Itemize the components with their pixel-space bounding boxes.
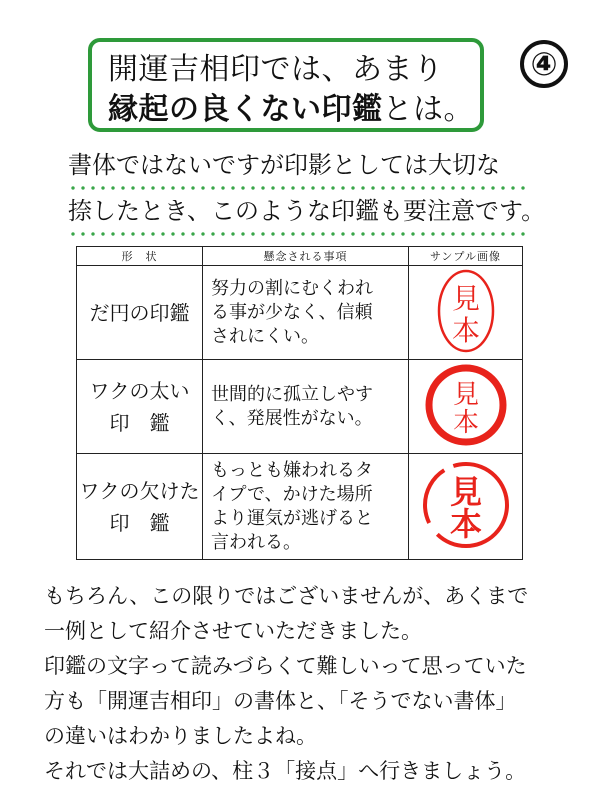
seal-char: 見: [451, 281, 480, 315]
header-concern: 懸念される事項: [203, 247, 409, 266]
title-emphasis: 縁起の良くない印鑑: [108, 92, 383, 127]
concern-line: されにくい。: [211, 325, 319, 347]
concern-line: 努力の割にむくわれ: [211, 277, 373, 299]
sample-image-cell: [409, 454, 523, 560]
concern-cell: [203, 360, 409, 454]
concern-cell: [203, 454, 409, 560]
shape-cell: [77, 360, 203, 454]
body-text-line: の違いはわかりましたよね。: [44, 724, 317, 748]
concern-line: より運気が逃げると: [211, 507, 373, 529]
concern-line: く、発展性がない。: [211, 407, 373, 429]
table-row: [77, 266, 523, 360]
sample-image-cell: [409, 360, 523, 454]
body-text-line: 印鑑の文字って読みづらくて難しいって思っていた: [44, 654, 527, 678]
shape-label: ワクの欠けた: [79, 478, 200, 503]
concern-line: 世間的に孤立しやす: [211, 383, 373, 405]
title-line-1: 開運吉相印では、あまり: [108, 52, 444, 87]
intro-line-1: 書体ではないですが印影としては大切な: [68, 151, 500, 179]
shape-label: 印 鑑: [109, 410, 170, 435]
body-text-line: それでは大詰めの、柱３「接点」へ行きましょう。: [44, 759, 527, 783]
intro-line-2: 捺したとき、このような印鑑も要注意です。: [68, 197, 546, 225]
concern-cell: [203, 266, 409, 360]
section-number: ④: [530, 45, 558, 83]
title-box: [88, 38, 484, 132]
seal-char: 本: [449, 504, 482, 543]
sample-image-cell: [409, 266, 523, 360]
oval-seal-sample-image: [436, 268, 496, 354]
title-line-2-rest: とは。: [382, 92, 474, 127]
seal-char: 見: [449, 472, 482, 511]
concern-line: イプで、かけた場所: [211, 483, 373, 505]
header-sample: サンプル画像: [409, 247, 523, 266]
header-shape: 形 状: [77, 247, 203, 266]
concern-line: もっとも嫌われるタ: [211, 459, 373, 481]
shape-label: だ円の印鑑: [89, 300, 190, 325]
seal-char: 本: [451, 313, 480, 347]
section-number-badge: [520, 40, 568, 88]
concern-line: る事が少なく、信頼: [211, 301, 373, 323]
body-text-line: 一例として紹介させていただきました。: [44, 619, 422, 643]
table-row: [77, 360, 523, 454]
shape-label: 印 鑑: [109, 510, 170, 535]
seal-char: 見: [452, 379, 479, 410]
dotted-divider-1: [68, 186, 528, 190]
shape-cell: [77, 454, 203, 560]
thick-frame-seal-sample-image: [424, 363, 508, 447]
seal-comparison-table: [76, 246, 523, 560]
dotted-divider-2: [68, 232, 528, 236]
shape-label: ワクの太い: [89, 378, 190, 403]
concern-line: 言われる。: [211, 531, 301, 553]
title-line-2: [108, 90, 480, 130]
shape-cell: [77, 266, 203, 360]
table-row: [77, 454, 523, 560]
table-header-row: [77, 247, 523, 266]
body-text-line: 方も「開運吉相印」の書体と、「そうでない書体」: [44, 689, 517, 713]
chipped-frame-seal-sample-image: [420, 459, 512, 551]
body-text-line: もちろん、この限りではございませんが、あくまで: [44, 584, 529, 608]
seal-char: 本: [452, 407, 479, 438]
